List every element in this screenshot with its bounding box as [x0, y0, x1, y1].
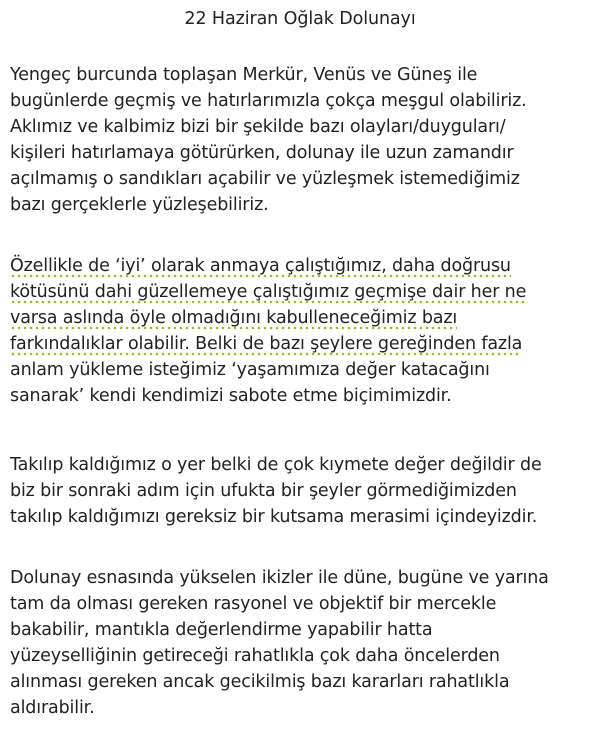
paragraph-line	[10, 331, 600, 357]
highlighted-text: varsa aslında öyle olmadığını kabulleneceğimiz bazı	[10, 308, 458, 328]
paragraph-line: alınması gereken ancak gecikilmiş bazı kararları rahatlıkla	[10, 672, 510, 692]
paragraph-line: Takılıp kaldığımız o yer belki de çok kıymete değer değildir de	[10, 455, 542, 475]
paragraph-line: yüzeyselliğinin getireceği rahatlıkla çok daha öncelerden	[10, 646, 500, 666]
paragraph-line: kişileri hatırlamaya götürürken, dolunay ile uzun zamandır	[10, 143, 514, 163]
paragraph-line: Dolunay esnasında yükselen ikizler ile düne, bugüne ve yarına	[10, 568, 549, 588]
paragraph-2	[10, 253, 600, 409]
paragraph-line: Aklımız ve kalbimiz bizi bir şekilde bazı olayları/duyguları/	[10, 117, 506, 137]
paragraph-line: sanarak’ kendi kendimizi sabote etme biçimimizdir.	[10, 386, 452, 406]
paragraph-3	[10, 452, 600, 530]
paragraph-line: tam da olması gereken rasyonel ve objektif bir mercekle	[10, 594, 497, 614]
paragraph-line	[10, 279, 600, 305]
paragraph-line: aldırabilir.	[10, 698, 95, 718]
paragraph-1	[10, 62, 600, 218]
highlighted-text: farkındalıklar olabilir. Belki de bazı şeylere gereğinden fazla	[10, 334, 523, 354]
highlighted-text: kötüsünü dahi güzellemeye çalıştığımız geçmişe dair her ne	[10, 282, 527, 302]
paragraph-line: bugünlerde geçmiş ve hatırlarımızla çokça meşgul olabiliriz.	[10, 91, 527, 111]
paragraph-line: Yengeç burcunda toplaşan Merkür, Venüs ve Güneş ile	[10, 65, 478, 85]
document-title: 22 Haziran Oğlak Dolunayı	[184, 9, 416, 29]
paragraph-line: biz bir sonraki adım için ufukta bir şeyler görmediğimizden	[10, 481, 517, 501]
paragraph-line	[10, 305, 600, 331]
paragraph-line	[10, 253, 600, 279]
paragraph-line: açılmamış o sandıkları açabilir ve yüzleşmek istemediğimiz	[10, 169, 520, 189]
paragraph-line: bakabilir, mantıkla değerlendirme yapabilir hatta	[10, 620, 433, 640]
highlighted-text: Özellikle de ‘iyi’ olarak anmaya çalıştığımız, daha doğrusu	[10, 256, 511, 276]
paragraph-4	[10, 565, 600, 721]
paragraph-line: bazı gerçeklerle yüzleşebiliriz.	[10, 195, 269, 215]
paragraph-line: takılıp kaldığımızı gereksiz bir kutsama merasimi içindeyizdir.	[10, 507, 538, 527]
paragraph-line: anlam yükleme isteğimiz ‘yaşamımıza değer katacağını	[10, 360, 490, 380]
